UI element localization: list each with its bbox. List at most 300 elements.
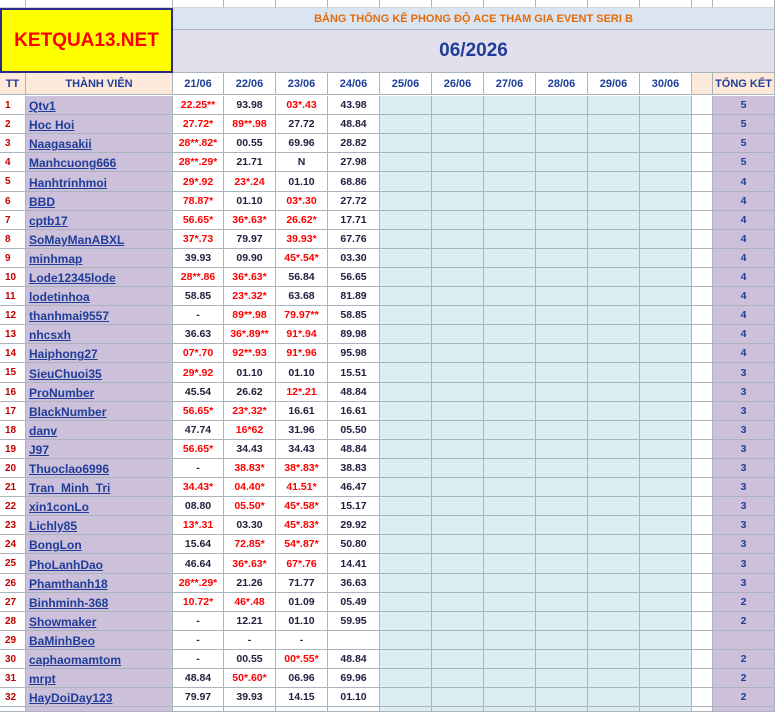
- member-name-link[interactable]: BlackNumber: [26, 402, 173, 421]
- empty-score-cell[interactable]: [536, 192, 588, 211]
- score-cell[interactable]: 27.72*: [173, 115, 224, 134]
- empty-score-cell[interactable]: [484, 153, 536, 172]
- member-name-link[interactable]: BaMinhBeo: [26, 631, 173, 650]
- score-cell[interactable]: 00.55: [224, 650, 276, 669]
- score-cell[interactable]: 91*.94: [276, 325, 328, 344]
- empty-score-cell[interactable]: [380, 344, 432, 363]
- score-cell[interactable]: 17.71: [328, 211, 380, 230]
- score-cell[interactable]: 63.68: [276, 287, 328, 306]
- empty-score-cell[interactable]: [588, 650, 640, 669]
- empty-score-cell[interactable]: [380, 554, 432, 574]
- empty-score-cell[interactable]: [640, 96, 692, 115]
- score-cell[interactable]: 04.40*: [224, 478, 276, 497]
- empty-score-cell[interactable]: [432, 153, 484, 172]
- empty-score-cell[interactable]: [484, 268, 536, 287]
- score-cell[interactable]: 05.50: [328, 421, 380, 440]
- score-cell[interactable]: 56.65: [328, 268, 380, 287]
- score-cell[interactable]: 72.85*: [224, 535, 276, 554]
- score-cell[interactable]: [640, 707, 692, 712]
- score-cell[interactable]: 06.96: [276, 669, 328, 688]
- score-cell[interactable]: 15.17: [328, 497, 380, 516]
- score-cell[interactable]: 45.54: [173, 383, 224, 402]
- member-name-link[interactable]: Binhminh-368: [26, 593, 173, 612]
- score-cell[interactable]: 15.64: [173, 535, 224, 554]
- empty-score-cell[interactable]: [536, 440, 588, 459]
- empty-score-cell[interactable]: [380, 421, 432, 440]
- empty-score-cell[interactable]: [536, 306, 588, 325]
- score-cell[interactable]: 00.55: [224, 134, 276, 153]
- score-cell[interactable]: 45*.83*: [276, 516, 328, 535]
- empty-score-cell[interactable]: [484, 516, 536, 535]
- member-name-link[interactable]: Naagasakii: [26, 134, 173, 153]
- empty-score-cell[interactable]: [640, 612, 692, 631]
- empty-score-cell[interactable]: [380, 249, 432, 268]
- empty-score-cell[interactable]: [640, 325, 692, 344]
- empty-score-cell[interactable]: [484, 363, 536, 383]
- member-name-link[interactable]: cptb17: [26, 211, 173, 230]
- sheet-top-cell[interactable]: [640, 0, 692, 8]
- score-cell[interactable]: 16.61: [328, 402, 380, 421]
- score-cell[interactable]: 89**.98: [224, 306, 276, 325]
- score-cell[interactable]: 13*.31: [173, 516, 224, 535]
- empty-score-cell[interactable]: [536, 363, 588, 383]
- empty-score-cell[interactable]: [484, 459, 536, 478]
- empty-score-cell[interactable]: [536, 535, 588, 554]
- member-name-link[interactable]: [26, 707, 173, 712]
- member-name-link[interactable]: BBD: [26, 192, 173, 211]
- score-cell[interactable]: 01.10: [276, 363, 328, 383]
- score-cell[interactable]: 56.65*: [173, 440, 224, 459]
- empty-score-cell[interactable]: [640, 688, 692, 707]
- empty-score-cell[interactable]: [380, 211, 432, 230]
- empty-score-cell[interactable]: [640, 535, 692, 554]
- score-cell[interactable]: 08.80: [173, 497, 224, 516]
- empty-score-cell[interactable]: [484, 402, 536, 421]
- empty-score-cell[interactable]: [640, 249, 692, 268]
- empty-score-cell[interactable]: [640, 287, 692, 306]
- score-cell[interactable]: 00*.55*: [276, 650, 328, 669]
- score-cell[interactable]: 03.30: [328, 249, 380, 268]
- empty-score-cell[interactable]: [484, 478, 536, 497]
- empty-score-cell[interactable]: [588, 383, 640, 402]
- score-cell[interactable]: 22.25**: [173, 96, 224, 115]
- empty-score-cell[interactable]: [380, 574, 432, 593]
- empty-score-cell[interactable]: [588, 192, 640, 211]
- sheet-top-cell[interactable]: [173, 0, 224, 8]
- empty-score-cell[interactable]: [380, 325, 432, 344]
- member-name-link[interactable]: nhcsxh: [26, 325, 173, 344]
- member-name-link[interactable]: SieuChuoi35: [26, 363, 173, 383]
- member-name-link[interactable]: caphaomamtom: [26, 650, 173, 669]
- empty-score-cell[interactable]: [536, 230, 588, 249]
- empty-score-cell[interactable]: [640, 554, 692, 574]
- empty-score-cell[interactable]: [432, 497, 484, 516]
- empty-score-cell[interactable]: [380, 650, 432, 669]
- empty-score-cell[interactable]: [484, 249, 536, 268]
- empty-score-cell[interactable]: [640, 650, 692, 669]
- empty-score-cell[interactable]: [380, 172, 432, 192]
- empty-score-cell[interactable]: [640, 669, 692, 688]
- empty-score-cell[interactable]: [484, 287, 536, 306]
- empty-score-cell[interactable]: [432, 554, 484, 574]
- empty-score-cell[interactable]: [380, 688, 432, 707]
- member-name-link[interactable]: HayDoiDay123: [26, 688, 173, 707]
- member-name-link[interactable]: Hoc Hoi: [26, 115, 173, 134]
- empty-score-cell[interactable]: [380, 287, 432, 306]
- score-cell[interactable]: -: [173, 459, 224, 478]
- empty-score-cell[interactable]: [536, 516, 588, 535]
- member-name-link[interactable]: mrpt: [26, 669, 173, 688]
- member-name-link[interactable]: Thuoclao6996: [26, 459, 173, 478]
- score-cell[interactable]: -: [276, 631, 328, 650]
- empty-score-cell[interactable]: [380, 459, 432, 478]
- score-cell[interactable]: 48.84: [328, 115, 380, 134]
- score-cell[interactable]: 34.43*: [173, 478, 224, 497]
- empty-score-cell[interactable]: [640, 134, 692, 153]
- empty-score-cell[interactable]: [588, 459, 640, 478]
- empty-score-cell[interactable]: [484, 688, 536, 707]
- empty-score-cell[interactable]: [432, 306, 484, 325]
- score-cell[interactable]: 01.10: [328, 688, 380, 707]
- empty-score-cell[interactable]: [380, 306, 432, 325]
- score-cell[interactable]: 16*62: [224, 421, 276, 440]
- empty-score-cell[interactable]: [640, 153, 692, 172]
- empty-score-cell[interactable]: [536, 554, 588, 574]
- empty-score-cell[interactable]: [484, 192, 536, 211]
- empty-score-cell[interactable]: [640, 516, 692, 535]
- empty-score-cell[interactable]: [484, 554, 536, 574]
- score-cell[interactable]: 81.89: [328, 287, 380, 306]
- empty-score-cell[interactable]: [432, 574, 484, 593]
- empty-score-cell[interactable]: [432, 516, 484, 535]
- score-cell[interactable]: 38.83: [328, 459, 380, 478]
- score-cell[interactable]: 59.95: [328, 612, 380, 631]
- empty-score-cell[interactable]: [536, 153, 588, 172]
- empty-score-cell[interactable]: [588, 402, 640, 421]
- empty-score-cell[interactable]: [380, 593, 432, 612]
- empty-score-cell[interactable]: [432, 344, 484, 363]
- score-cell[interactable]: N: [276, 153, 328, 172]
- empty-score-cell[interactable]: [588, 268, 640, 287]
- score-cell[interactable]: 29.92: [328, 516, 380, 535]
- empty-score-cell[interactable]: [432, 115, 484, 134]
- sheet-top-cell[interactable]: [692, 0, 713, 8]
- score-cell[interactable]: -: [173, 612, 224, 631]
- empty-score-cell[interactable]: [432, 134, 484, 153]
- score-cell[interactable]: 50*.60*: [224, 669, 276, 688]
- empty-score-cell[interactable]: [484, 669, 536, 688]
- empty-score-cell[interactable]: [484, 535, 536, 554]
- score-cell[interactable]: 89**.98: [224, 115, 276, 134]
- score-cell[interactable]: 01.10: [276, 172, 328, 192]
- score-cell[interactable]: 45*.58*: [276, 497, 328, 516]
- member-name-link[interactable]: Tran_Minh_Tri: [26, 478, 173, 497]
- member-name-link[interactable]: minhmap: [26, 249, 173, 268]
- empty-score-cell[interactable]: [536, 268, 588, 287]
- score-cell[interactable]: 89.98: [328, 325, 380, 344]
- sheet-top-cell[interactable]: [484, 0, 536, 8]
- empty-score-cell[interactable]: [432, 612, 484, 631]
- score-cell[interactable]: 91*.96: [276, 344, 328, 363]
- empty-score-cell[interactable]: [588, 363, 640, 383]
- score-cell[interactable]: 68.86: [328, 172, 380, 192]
- empty-score-cell[interactable]: [640, 497, 692, 516]
- sheet-top-cell[interactable]: [328, 0, 380, 8]
- empty-score-cell[interactable]: [640, 478, 692, 497]
- empty-score-cell[interactable]: [380, 631, 432, 650]
- empty-score-cell[interactable]: [432, 631, 484, 650]
- empty-score-cell[interactable]: [380, 134, 432, 153]
- empty-score-cell[interactable]: [588, 96, 640, 115]
- score-cell[interactable]: [484, 707, 536, 712]
- score-cell[interactable]: 09.90: [224, 249, 276, 268]
- empty-score-cell[interactable]: [380, 669, 432, 688]
- member-name-link[interactable]: PhoLanhDao: [26, 554, 173, 574]
- empty-score-cell[interactable]: [432, 230, 484, 249]
- empty-score-cell[interactable]: [484, 306, 536, 325]
- score-cell[interactable]: 38*.83*: [276, 459, 328, 478]
- empty-score-cell[interactable]: [640, 344, 692, 363]
- score-cell[interactable]: 38.83*: [224, 459, 276, 478]
- score-cell[interactable]: 16.61: [276, 402, 328, 421]
- score-cell[interactable]: [328, 707, 380, 712]
- empty-score-cell[interactable]: [640, 363, 692, 383]
- sheet-top-cell[interactable]: [26, 0, 173, 8]
- empty-score-cell[interactable]: [484, 211, 536, 230]
- score-cell[interactable]: 14.41: [328, 554, 380, 574]
- score-cell[interactable]: [588, 707, 640, 712]
- empty-score-cell[interactable]: [484, 115, 536, 134]
- member-name-link[interactable]: Showmaker: [26, 612, 173, 631]
- empty-score-cell[interactable]: [484, 593, 536, 612]
- sheet-top-cell[interactable]: [380, 0, 432, 8]
- empty-score-cell[interactable]: [380, 612, 432, 631]
- score-cell[interactable]: 03.30: [224, 516, 276, 535]
- empty-score-cell[interactable]: [588, 688, 640, 707]
- score-cell[interactable]: [380, 707, 432, 712]
- score-cell[interactable]: 29*.92: [173, 363, 224, 383]
- empty-score-cell[interactable]: [536, 383, 588, 402]
- score-cell[interactable]: 46.47: [328, 478, 380, 497]
- score-cell[interactable]: 03*.30: [276, 192, 328, 211]
- empty-score-cell[interactable]: [640, 421, 692, 440]
- empty-score-cell[interactable]: [380, 268, 432, 287]
- member-name-link[interactable]: thanhmai9557: [26, 306, 173, 325]
- empty-score-cell[interactable]: [484, 172, 536, 192]
- empty-score-cell[interactable]: [536, 344, 588, 363]
- empty-score-cell[interactable]: [380, 230, 432, 249]
- empty-score-cell[interactable]: [380, 192, 432, 211]
- score-cell[interactable]: 37*.73: [173, 230, 224, 249]
- score-cell[interactable]: 69.96: [276, 134, 328, 153]
- score-cell[interactable]: 23*.32*: [224, 402, 276, 421]
- empty-score-cell[interactable]: [432, 172, 484, 192]
- score-cell[interactable]: 79.97: [173, 688, 224, 707]
- score-cell[interactable]: 78.87*: [173, 192, 224, 211]
- score-cell[interactable]: 48.84: [328, 383, 380, 402]
- empty-score-cell[interactable]: [536, 631, 588, 650]
- member-name-link[interactable]: Qtv1: [26, 96, 173, 115]
- empty-score-cell[interactable]: [536, 612, 588, 631]
- score-cell[interactable]: 36*.63*: [224, 268, 276, 287]
- empty-score-cell[interactable]: [380, 153, 432, 172]
- score-cell[interactable]: 56.65*: [173, 402, 224, 421]
- empty-score-cell[interactable]: [536, 669, 588, 688]
- score-cell[interactable]: 36.63: [328, 574, 380, 593]
- score-cell[interactable]: 36*.63*: [224, 554, 276, 574]
- score-cell[interactable]: 26.62*: [276, 211, 328, 230]
- score-cell[interactable]: 46*.48: [224, 593, 276, 612]
- empty-score-cell[interactable]: [380, 478, 432, 497]
- score-cell[interactable]: 47.74: [173, 421, 224, 440]
- score-cell[interactable]: [224, 707, 276, 712]
- score-cell[interactable]: -: [173, 631, 224, 650]
- empty-score-cell[interactable]: [432, 402, 484, 421]
- empty-score-cell[interactable]: [536, 497, 588, 516]
- score-cell[interactable]: 36*.63*: [224, 211, 276, 230]
- empty-score-cell[interactable]: [640, 631, 692, 650]
- sheet-top-cell[interactable]: [713, 0, 775, 8]
- empty-score-cell[interactable]: [432, 383, 484, 402]
- empty-score-cell[interactable]: [432, 211, 484, 230]
- member-name-link[interactable]: Manhcuong666: [26, 153, 173, 172]
- empty-score-cell[interactable]: [484, 650, 536, 669]
- member-name-link[interactable]: Lode12345lode: [26, 268, 173, 287]
- score-cell[interactable]: 12.21: [224, 612, 276, 631]
- score-cell[interactable]: 01.10: [224, 192, 276, 211]
- sheet-top-cell[interactable]: [276, 0, 328, 8]
- sheet-top-cell[interactable]: [588, 0, 640, 8]
- score-cell[interactable]: 28.82: [328, 134, 380, 153]
- score-cell[interactable]: 54*.87*: [276, 535, 328, 554]
- score-cell[interactable]: [173, 707, 224, 712]
- member-name-link[interactable]: SoMayManABXL: [26, 230, 173, 249]
- empty-score-cell[interactable]: [484, 612, 536, 631]
- score-cell[interactable]: 79.97: [224, 230, 276, 249]
- empty-score-cell[interactable]: [640, 172, 692, 192]
- empty-score-cell[interactable]: [640, 574, 692, 593]
- score-cell[interactable]: 79.97**: [276, 306, 328, 325]
- score-cell[interactable]: 10.72*: [173, 593, 224, 612]
- empty-score-cell[interactable]: [380, 440, 432, 459]
- score-cell[interactable]: 34.43: [224, 440, 276, 459]
- empty-score-cell[interactable]: [536, 421, 588, 440]
- score-cell[interactable]: 39.93: [173, 249, 224, 268]
- empty-score-cell[interactable]: [588, 344, 640, 363]
- empty-score-cell[interactable]: [380, 516, 432, 535]
- empty-score-cell[interactable]: [588, 612, 640, 631]
- empty-score-cell[interactable]: [588, 134, 640, 153]
- empty-score-cell[interactable]: [588, 325, 640, 344]
- empty-score-cell[interactable]: [588, 593, 640, 612]
- empty-score-cell[interactable]: [536, 459, 588, 478]
- sheet-top-cell[interactable]: [536, 0, 588, 8]
- empty-score-cell[interactable]: [588, 554, 640, 574]
- empty-score-cell[interactable]: [640, 440, 692, 459]
- empty-score-cell[interactable]: [588, 249, 640, 268]
- score-cell[interactable]: 21.26: [224, 574, 276, 593]
- empty-score-cell[interactable]: [588, 306, 640, 325]
- score-cell[interactable]: 58.85: [328, 306, 380, 325]
- member-name-link[interactable]: xin1conLo: [26, 497, 173, 516]
- member-name-link[interactable]: ProNumber: [26, 383, 173, 402]
- empty-score-cell[interactable]: [588, 230, 640, 249]
- empty-score-cell[interactable]: [588, 516, 640, 535]
- empty-score-cell[interactable]: [588, 669, 640, 688]
- score-cell[interactable]: 71.77: [276, 574, 328, 593]
- empty-score-cell[interactable]: [432, 650, 484, 669]
- sheet-top-cell[interactable]: [0, 0, 26, 8]
- score-cell[interactable]: 26.62: [224, 383, 276, 402]
- empty-score-cell[interactable]: [536, 115, 588, 134]
- score-cell[interactable]: 93.98: [224, 96, 276, 115]
- empty-score-cell[interactable]: [380, 115, 432, 134]
- score-cell[interactable]: 39.93: [224, 688, 276, 707]
- empty-score-cell[interactable]: [640, 402, 692, 421]
- score-cell[interactable]: 36.63: [173, 325, 224, 344]
- empty-score-cell[interactable]: [380, 383, 432, 402]
- score-cell[interactable]: 05.49: [328, 593, 380, 612]
- empty-score-cell[interactable]: [432, 421, 484, 440]
- score-cell[interactable]: 69.96: [328, 669, 380, 688]
- score-cell[interactable]: 46.64: [173, 554, 224, 574]
- score-cell[interactable]: 39.93*: [276, 230, 328, 249]
- score-cell[interactable]: 31.96: [276, 421, 328, 440]
- score-cell[interactable]: 67.76: [328, 230, 380, 249]
- empty-score-cell[interactable]: [536, 650, 588, 669]
- score-cell[interactable]: 56.65*: [173, 211, 224, 230]
- score-cell[interactable]: [328, 631, 380, 650]
- empty-score-cell[interactable]: [484, 344, 536, 363]
- empty-score-cell[interactable]: [432, 440, 484, 459]
- empty-score-cell[interactable]: [432, 459, 484, 478]
- score-cell[interactable]: 14.15: [276, 688, 328, 707]
- empty-score-cell[interactable]: [432, 688, 484, 707]
- score-cell[interactable]: 05.50*: [224, 497, 276, 516]
- empty-score-cell[interactable]: [536, 172, 588, 192]
- score-cell[interactable]: 28**.29*: [173, 153, 224, 172]
- member-name-link[interactable]: danv: [26, 421, 173, 440]
- empty-score-cell[interactable]: [588, 287, 640, 306]
- score-cell[interactable]: 27.98: [328, 153, 380, 172]
- empty-score-cell[interactable]: [432, 535, 484, 554]
- empty-score-cell[interactable]: [484, 574, 536, 593]
- empty-score-cell[interactable]: [484, 440, 536, 459]
- score-cell[interactable]: 28**.86: [173, 268, 224, 287]
- empty-score-cell[interactable]: [640, 593, 692, 612]
- score-cell[interactable]: -: [173, 650, 224, 669]
- empty-score-cell[interactable]: [380, 96, 432, 115]
- empty-score-cell[interactable]: [536, 211, 588, 230]
- score-cell[interactable]: 28**.82*: [173, 134, 224, 153]
- empty-score-cell[interactable]: [640, 459, 692, 478]
- score-cell[interactable]: 45*.54*: [276, 249, 328, 268]
- score-cell[interactable]: 48.84: [328, 650, 380, 669]
- empty-score-cell[interactable]: [380, 363, 432, 383]
- empty-score-cell[interactable]: [536, 96, 588, 115]
- score-cell[interactable]: 92**.93: [224, 344, 276, 363]
- score-cell[interactable]: 01.09: [276, 593, 328, 612]
- score-cell[interactable]: [432, 707, 484, 712]
- empty-score-cell[interactable]: [536, 402, 588, 421]
- empty-score-cell[interactable]: [640, 230, 692, 249]
- score-cell[interactable]: 58.85: [173, 287, 224, 306]
- score-cell[interactable]: -: [224, 631, 276, 650]
- empty-score-cell[interactable]: [380, 535, 432, 554]
- score-cell[interactable]: 12*.21: [276, 383, 328, 402]
- empty-score-cell[interactable]: [432, 192, 484, 211]
- score-cell[interactable]: 41.51*: [276, 478, 328, 497]
